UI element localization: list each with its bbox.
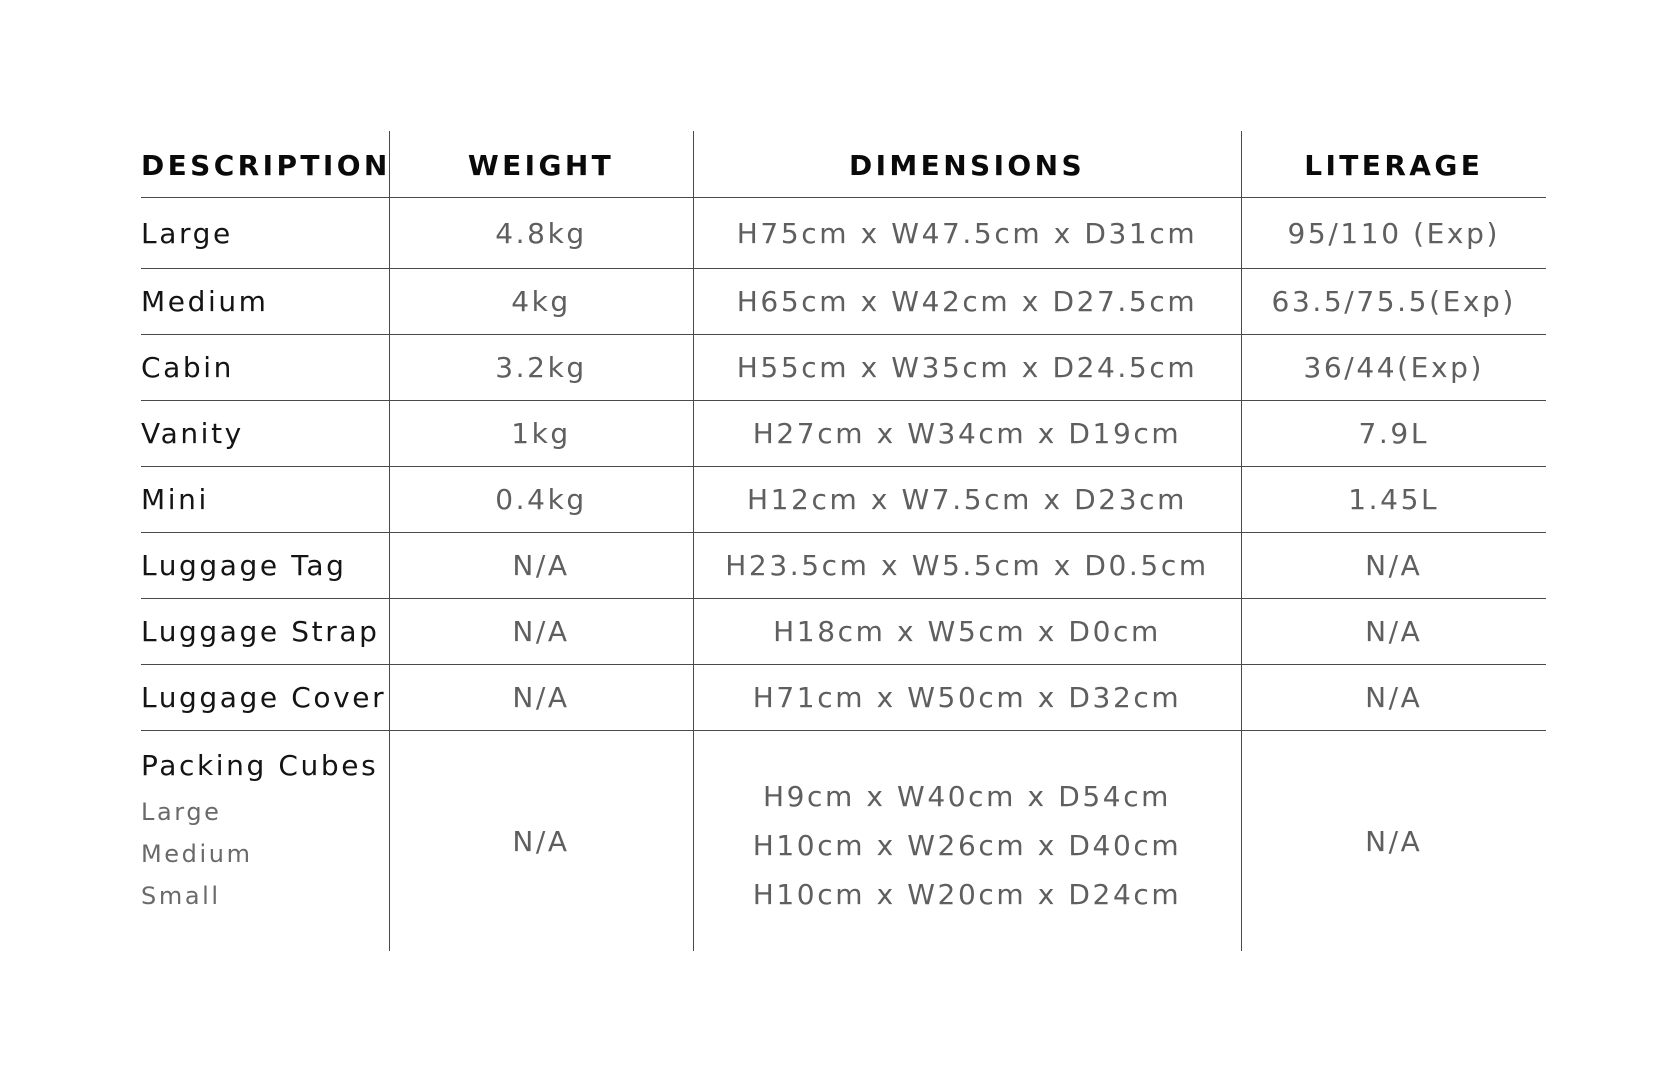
header-description: DESCRIPTION: [141, 131, 389, 198]
packing-cubes-dimensions-cell: [693, 731, 1241, 952]
packing-cubes-description-cell: [141, 731, 389, 952]
header-dimensions: DIMENSIONS: [693, 131, 1241, 198]
row-description: Luggage Tag: [141, 533, 389, 599]
table-row: [141, 198, 1546, 269]
row-weight: N/A: [389, 665, 693, 731]
row-description: Mini: [141, 467, 389, 533]
row-literage: N/A: [1241, 533, 1546, 599]
product-spec-table: [141, 131, 1546, 951]
row-weight: N/A: [389, 533, 693, 599]
packing-cubes-title: Packing Cubes: [141, 749, 379, 782]
packing-cube-dimension-small: H10cm x W20cm x D24cm: [752, 877, 1182, 911]
row-description: Luggage Cover: [141, 665, 389, 731]
row-weight: 0.4kg: [389, 467, 693, 533]
row-description: Vanity: [141, 401, 389, 467]
row-literage: 63.5/75.5(Exp): [1241, 269, 1546, 335]
row-dimensions: H65cm x W42cm x D27.5cm: [693, 269, 1241, 335]
row-dimensions: H75cm x W47.5cm x D31cm: [693, 198, 1241, 269]
row-description: Large: [141, 198, 389, 269]
table-row-packing-cubes: [141, 731, 1546, 952]
packing-cubes-literage: N/A: [1241, 731, 1546, 952]
packing-cube-dimension-medium: H10cm x W26cm x D40cm: [752, 828, 1182, 862]
table-row: [141, 665, 1546, 731]
table-row: [141, 401, 1546, 467]
packing-cubes-weight: N/A: [389, 731, 693, 952]
row-dimensions: H55cm x W35cm x D24.5cm: [693, 335, 1241, 401]
row-dimensions: H18cm x W5cm x D0cm: [693, 599, 1241, 665]
table-row: [141, 533, 1546, 599]
row-literage: 7.9L: [1241, 401, 1546, 467]
row-literage: 36/44(Exp): [1241, 335, 1546, 401]
row-weight: 4.8kg: [389, 198, 693, 269]
packing-cube-size-small: Small: [141, 882, 221, 910]
row-weight: 4kg: [389, 269, 693, 335]
table-row: [141, 467, 1546, 533]
table-row: [141, 599, 1546, 665]
row-weight: 3.2kg: [389, 335, 693, 401]
row-literage: N/A: [1241, 599, 1546, 665]
table-row: [141, 269, 1546, 335]
row-dimensions: H71cm x W50cm x D32cm: [693, 665, 1241, 731]
row-dimensions: H23.5cm x W5.5cm x D0.5cm: [693, 533, 1241, 599]
table-row: [141, 335, 1546, 401]
row-dimensions: H27cm x W34cm x D19cm: [693, 401, 1241, 467]
table-header-row: [141, 131, 1546, 198]
packing-cube-size-large: Large: [141, 798, 222, 826]
row-weight: N/A: [389, 599, 693, 665]
header-weight: WEIGHT: [389, 131, 693, 198]
header-literage: LITERAGE: [1241, 131, 1546, 198]
row-weight: 1kg: [389, 401, 693, 467]
row-literage: 1.45L: [1241, 467, 1546, 533]
row-description: Luggage Strap: [141, 599, 389, 665]
row-literage: 95/110 (Exp): [1241, 198, 1546, 269]
row-description: Cabin: [141, 335, 389, 401]
row-description: Medium: [141, 269, 389, 335]
packing-cube-dimension-large: H9cm x W40cm x D54cm: [762, 779, 1172, 813]
row-literage: N/A: [1241, 665, 1546, 731]
row-dimensions: H12cm x W7.5cm x D23cm: [693, 467, 1241, 533]
packing-cube-size-medium: Medium: [141, 840, 253, 868]
